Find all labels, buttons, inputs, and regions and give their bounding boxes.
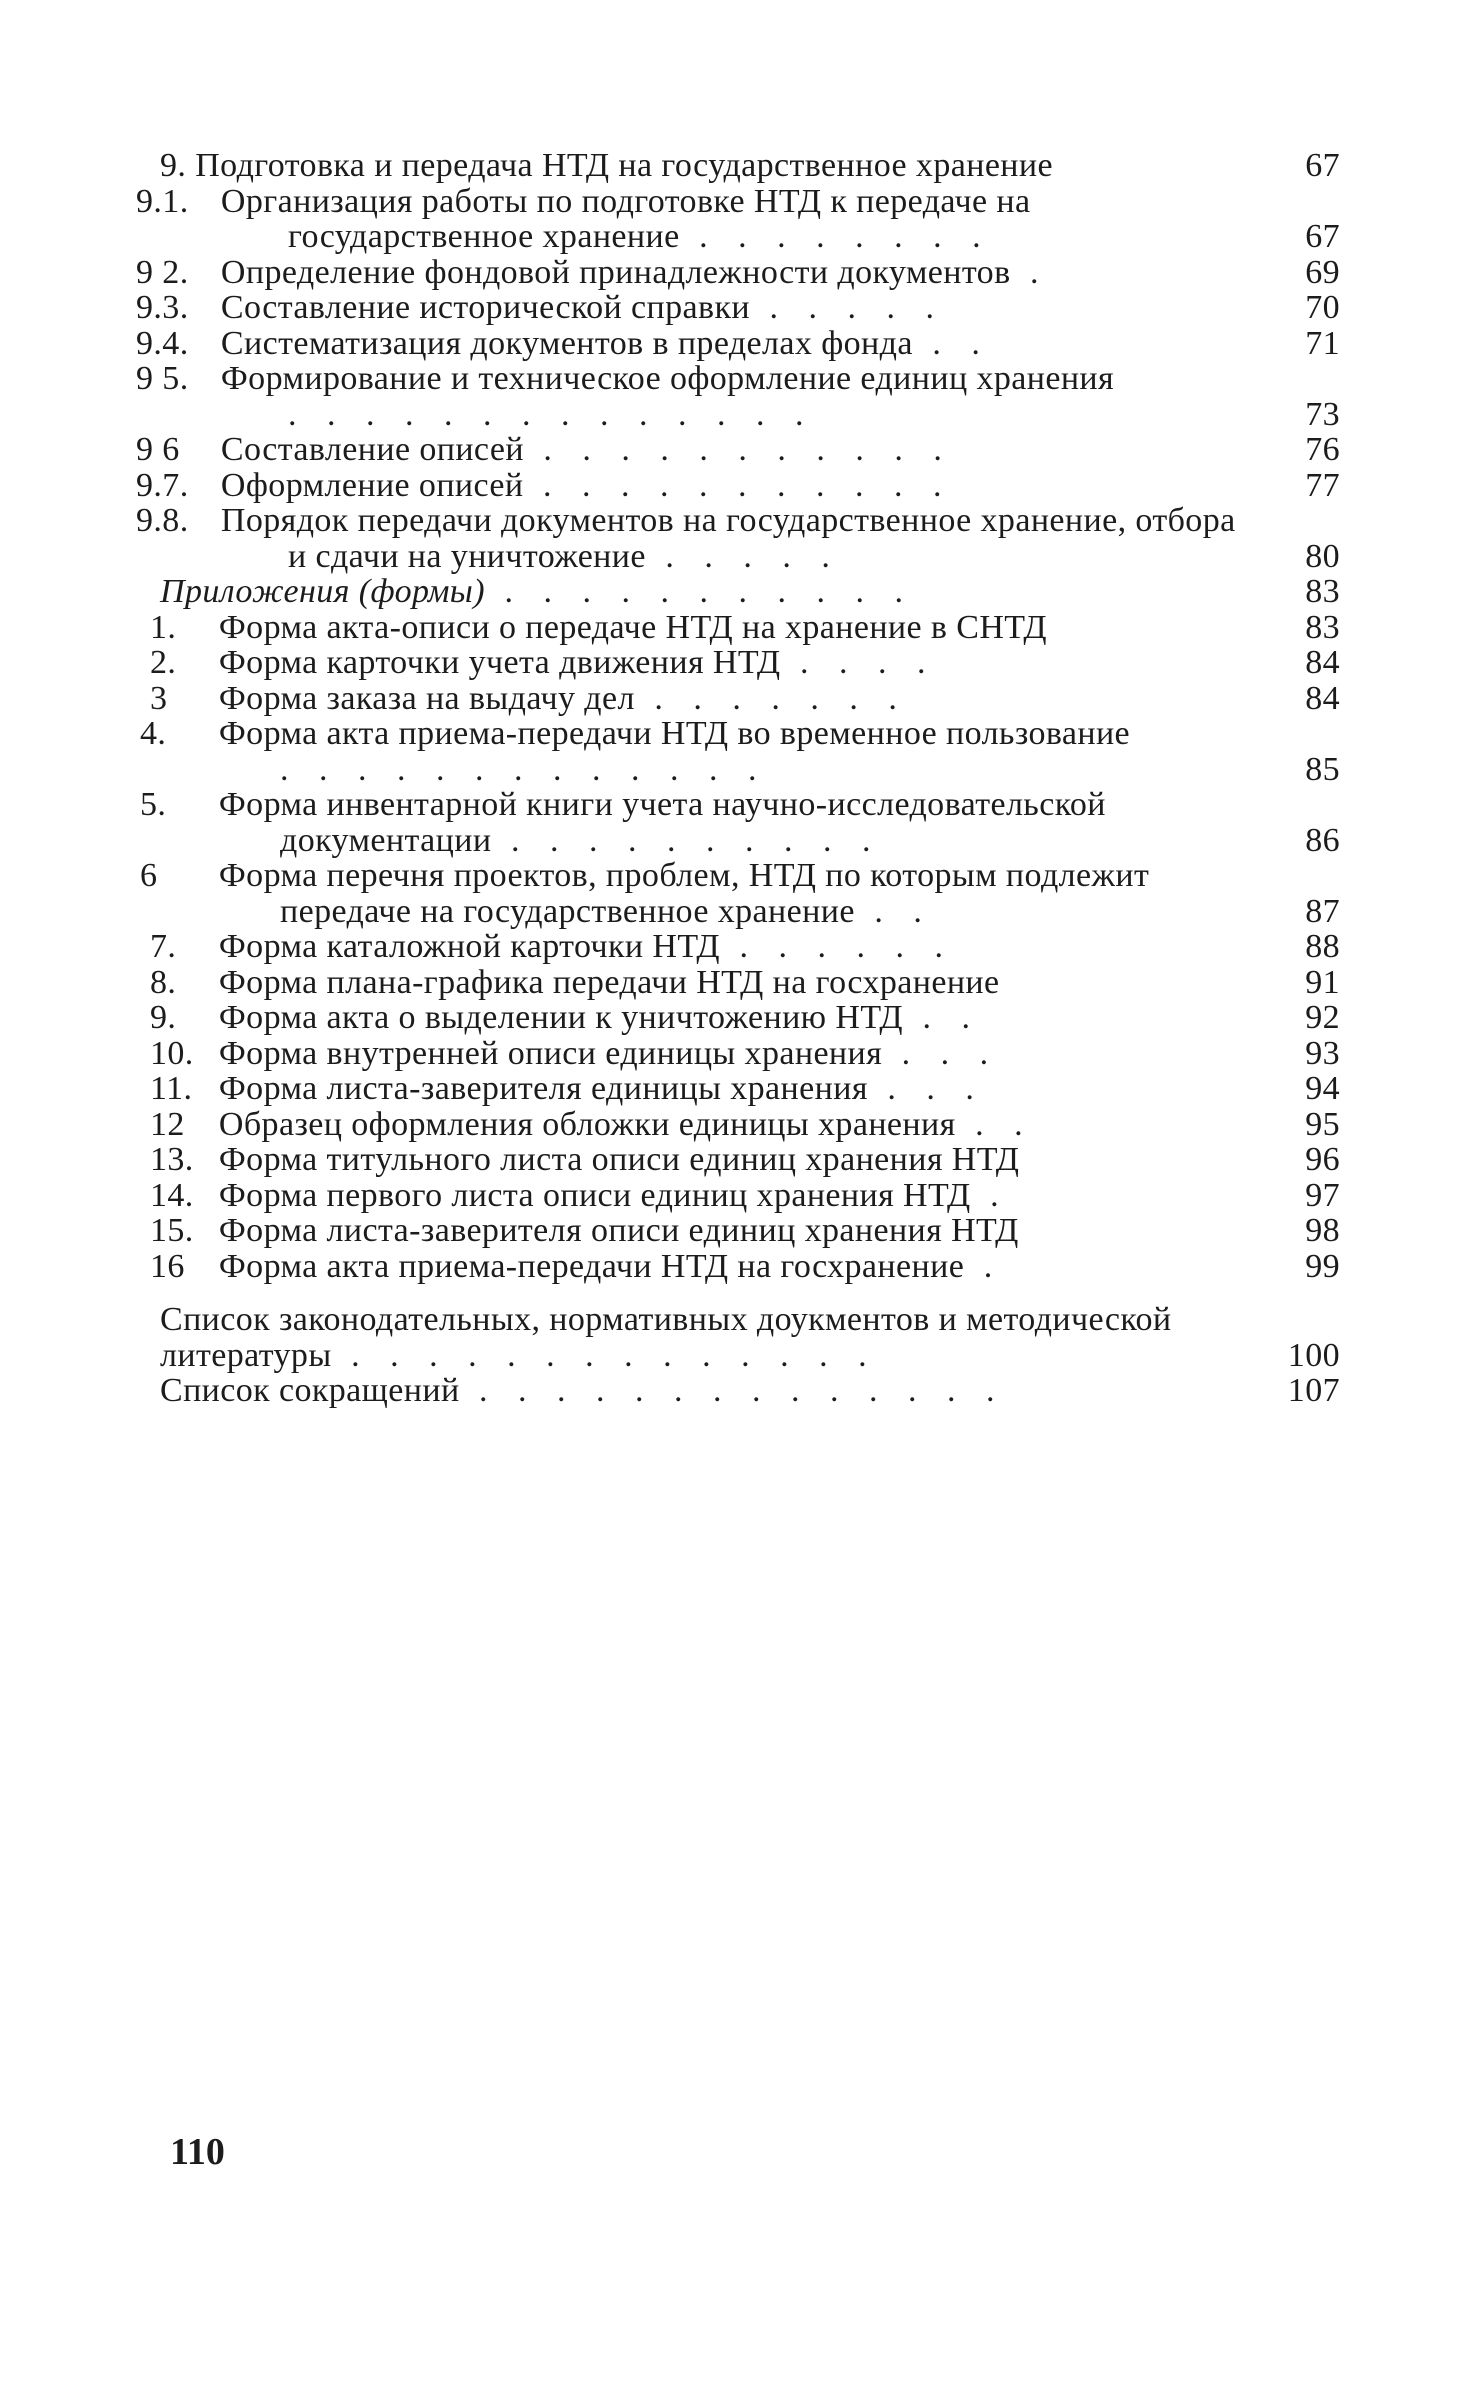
toc-entry-title: 16 Форма акта приема-передачи НТД на госхранение . bbox=[150, 1247, 1004, 1285]
toc-entry-title: 9 5. Формирование и техническое оформление единиц хранения . . . . . . . . . . . . . . bbox=[136, 360, 1115, 433]
toc-entry-leader: . . . . . . . . bbox=[679, 218, 992, 255]
toc-entry-page: 97 bbox=[1305, 1176, 1340, 1214]
toc-entry-number: 9. bbox=[160, 147, 187, 184]
toc-entry bbox=[136, 466, 1340, 504]
toc-entry-page: 92 bbox=[1305, 999, 1340, 1036]
toc-entry-leader: . . . . . . . . . . . . . bbox=[280, 750, 768, 788]
toc-entry-title: 9 2. Определение фондовой принадлежности документов . bbox=[136, 253, 1050, 291]
toc-entry-title: 10. Форма внутренней описи единицы хранения . . . bbox=[150, 1034, 1000, 1072]
toc-entry-leader: . bbox=[1010, 253, 1050, 291]
toc-entry-title: 8. Форма плана-графика передачи НТД на госхранение bbox=[150, 963, 1000, 1001]
toc-entry-leader: . . . . . . . . . . . bbox=[484, 573, 914, 610]
toc-entry-leader: . . . . . . . . . . . . . . bbox=[288, 395, 815, 433]
toc-entry-title: 9 6 Составление описей . . . . . . . . . . . bbox=[136, 431, 953, 468]
toc-entry-leader: . . bbox=[955, 1105, 1034, 1143]
toc-entry-leader: . . bbox=[854, 892, 933, 930]
toc-entry bbox=[150, 1141, 1340, 1178]
toc-entry-text: Подготовка и передача НТД на государственное хранение bbox=[195, 147, 1053, 184]
toc-entry-leader: . . . . . bbox=[749, 289, 945, 326]
toc-entry-text: Форма акта приема-передачи НТД во временное пользование bbox=[218, 715, 1131, 752]
toc-entry-title: 9.7. Оформление описей . . . . . . . . . . . bbox=[136, 466, 953, 504]
toc-entry-text: Образец оформления обложки единицы хранения bbox=[218, 1105, 956, 1143]
toc-entry bbox=[150, 644, 1340, 681]
toc-entry-text: Форма заказа на выдачу дел bbox=[218, 679, 635, 717]
toc-entry bbox=[140, 786, 1340, 859]
toc-entry-leader: . . bbox=[902, 999, 981, 1036]
toc-entry-title: 3 Форма заказа на выдачу дел . . . . . . . bbox=[150, 679, 908, 717]
toc-entry bbox=[150, 1176, 1340, 1214]
toc-entry-leader: . . . . . . . . . . . bbox=[523, 431, 953, 468]
toc-entry bbox=[136, 502, 1340, 575]
toc-entry-text: Форма карточки учета движения НТД bbox=[218, 644, 781, 681]
toc-entry-leader: . . . . bbox=[780, 644, 937, 681]
toc-entry-page: 87 bbox=[1305, 892, 1340, 930]
toc-entry-text: Определение фондовой принадлежности документов bbox=[220, 253, 1011, 291]
toc-entry-page: 95 bbox=[1305, 1105, 1340, 1143]
toc-entry-page: 69 bbox=[1305, 253, 1340, 291]
toc-entry-leader: . . . . . . . . . . . bbox=[523, 466, 953, 504]
toc-entry bbox=[136, 431, 1340, 468]
toc-entry bbox=[136, 324, 1340, 362]
toc-entry-title: 9.3. Составление исторической справки . . . . . bbox=[136, 289, 945, 326]
toc-entry-text: Форма инвентарной книги учета научно-исследовательской документации bbox=[218, 786, 1106, 859]
toc-entry-title: 15. Форма листа-заверителя описи единиц хранения НТД bbox=[150, 1212, 1019, 1249]
toc-entry-page: 80 bbox=[1305, 537, 1340, 575]
toc-entry-text: Оформление описей bbox=[220, 466, 524, 504]
toc-entry-leader: . . . . . . bbox=[719, 928, 954, 965]
toc-tail-list bbox=[160, 1302, 1340, 1409]
toc-entry-leader: . . . . . . . . . . . . . . bbox=[331, 1336, 878, 1374]
toc-entry bbox=[150, 1105, 1340, 1143]
toc-entry-text: Форма листа-заверителя описи единиц хранения НТД bbox=[218, 1212, 1019, 1249]
toc-entry-leader: . . bbox=[912, 324, 991, 362]
toc-entry-leader: . bbox=[970, 1176, 1010, 1214]
toc-entry bbox=[150, 1212, 1340, 1249]
toc-entry-title: 2. Форма карточки учета движения НТД . . . . bbox=[150, 644, 937, 681]
toc-entry-title: 11. Форма листа-заверителя единицы хранения . . . bbox=[150, 1070, 985, 1107]
toc-entry-text: Формирование и техническое оформление единиц хранения bbox=[220, 360, 1115, 397]
toc-entry-text: Форма листа-заверителя единицы хранения bbox=[218, 1070, 868, 1107]
toc-entry-text: Систематизация документов в пределах фонда bbox=[220, 324, 913, 362]
toc-entry bbox=[150, 1247, 1340, 1285]
toc-entry bbox=[160, 1373, 1340, 1409]
toc-entry bbox=[160, 574, 1340, 610]
page-number: 110 bbox=[170, 2131, 225, 2173]
toc-entry-text: Форма первого листа описи единиц хранения НТД bbox=[218, 1176, 971, 1214]
toc-entry-leader: . . . . . . . . . . bbox=[491, 821, 882, 859]
toc-entry-text: Порядок передачи документов на государственное хранение, отбора и сдачи на уничтожение bbox=[220, 502, 1236, 575]
toc-entry-page: 100 bbox=[1287, 1336, 1340, 1374]
toc-entry bbox=[140, 857, 1340, 930]
section-gap bbox=[160, 1284, 1340, 1302]
toc-entry bbox=[150, 963, 1340, 1001]
toc-entry-page: 77 bbox=[1305, 466, 1340, 504]
toc-entry-title bbox=[160, 574, 1244, 610]
toc-entry-title: 9.4. Систематизация документов в пределах фонда . . bbox=[136, 324, 991, 362]
toc-entry-page: 94 bbox=[1305, 1070, 1340, 1107]
toc-entry bbox=[160, 148, 1340, 184]
toc-entry-page: 84 bbox=[1305, 679, 1340, 717]
toc-entry-title: 6 Форма перечня проектов, проблем, НТД по которым подлежит передаче на государственное хранение . . bbox=[140, 857, 1150, 930]
toc-entry-text: Составление описей bbox=[220, 431, 524, 468]
toc-entry-leader: . . . bbox=[882, 1034, 1000, 1072]
toc-entry-text: Форма титульного листа описи единиц хранения НТД bbox=[218, 1141, 1020, 1178]
toc-entry-page: 83 bbox=[1305, 608, 1340, 646]
toc-entry-page: 73 bbox=[1305, 395, 1340, 433]
toc-entry bbox=[150, 679, 1340, 717]
toc-entry-text: Форма перечня проектов, проблем, НТД по которым подлежит передаче на государственное хранение bbox=[218, 857, 1150, 930]
toc-entry-text: Форма акта приема-передачи НТД на госхранение bbox=[218, 1247, 965, 1285]
toc-entry bbox=[136, 253, 1340, 291]
toc-entry-title bbox=[160, 148, 1244, 184]
toc-main-list bbox=[136, 147, 1340, 1285]
toc-entry-page: 107 bbox=[1287, 1372, 1340, 1409]
toc-entry-page: 85 bbox=[1305, 750, 1340, 788]
toc-entry bbox=[150, 608, 1340, 646]
toc-entry-page: 84 bbox=[1305, 644, 1340, 681]
toc-entry-title: 1. Форма акта-описи о передаче НТД на хранение в СНТД bbox=[150, 608, 1047, 646]
toc-entry-page: 76 bbox=[1305, 431, 1340, 468]
toc-entry-leader: . . . . . . . bbox=[634, 679, 908, 717]
toc-entry-text: Форма акта-описи о передаче НТД на хранение в СНТД bbox=[218, 608, 1047, 646]
toc-entry-title: 9. Форма акта о выделении к уничтожению НТД . . bbox=[150, 999, 981, 1036]
toc-entry-page: 67 bbox=[1305, 147, 1340, 184]
toc-entry-page: 96 bbox=[1305, 1141, 1340, 1178]
toc-entry-page: 70 bbox=[1305, 289, 1340, 326]
toc-entry-title: 9.8. Порядок передачи документов на государственное хранение, отбора и сдачи на уничтожение . . . . . bbox=[136, 502, 1236, 575]
toc-entry-page: 93 bbox=[1305, 1034, 1340, 1072]
toc-entry-title: 9.1. Организация работы по подготовке НТД к передаче на государственное хранение . . . . . . . . bbox=[136, 182, 1031, 255]
toc-entry-page: 88 bbox=[1305, 928, 1340, 965]
toc-entry-text: Форма внутренней описи единицы хранения bbox=[218, 1034, 883, 1072]
toc-entry-leader: . . . bbox=[867, 1070, 985, 1107]
toc-entry bbox=[150, 999, 1340, 1036]
toc-entry-page: 71 bbox=[1305, 324, 1340, 362]
toc-entry bbox=[160, 1302, 1340, 1373]
toc-entry bbox=[150, 928, 1340, 965]
toc-entry bbox=[136, 289, 1340, 326]
toc-entry-page: 86 bbox=[1305, 821, 1340, 859]
toc-entry-page: 99 bbox=[1305, 1247, 1340, 1285]
toc-entry-text: Форма каталожной карточки НТД bbox=[218, 928, 720, 965]
toc-entry bbox=[136, 360, 1340, 433]
toc-entry-text: Список законодательных, нормативных доукментов и методической литературы bbox=[160, 1301, 1172, 1374]
toc-entry-title: 7. Форма каталожной карточки НТД . . . . . . bbox=[150, 928, 954, 965]
toc-entry-title: 12 Образец оформления обложки единицы хранения . . bbox=[150, 1105, 1034, 1143]
toc-entry bbox=[150, 1070, 1340, 1107]
toc-entry-text: Список сокращений bbox=[160, 1372, 460, 1409]
toc-entry-leader: . bbox=[964, 1247, 1004, 1285]
toc-entry-title: 14. Форма первого листа описи единиц хранения НТД . bbox=[150, 1176, 1010, 1214]
toc-entry-page: 67 bbox=[1305, 218, 1340, 255]
toc-entry-leader: . . . . . bbox=[645, 537, 841, 575]
toc-entry-title: 13. Форма титульного листа описи единиц хранения НТД bbox=[150, 1141, 1020, 1178]
toc-entry bbox=[136, 182, 1340, 255]
toc-entry-leader: . . . . . . . . . . . . . . bbox=[459, 1372, 1006, 1409]
toc-entry-page: 83 bbox=[1305, 573, 1340, 610]
toc-entry-title bbox=[160, 1373, 1244, 1409]
table-of-contents bbox=[136, 147, 1340, 1409]
toc-entry-text: Составление исторической справки bbox=[220, 289, 750, 326]
toc-entry-text: Форма плана-графика передачи НТД на госхранение bbox=[218, 963, 1000, 1001]
toc-entry-title: 4. Форма акта приема-передачи НТД во временное пользование . . . . . . . . . . . . . bbox=[140, 715, 1131, 788]
toc-entry-text: Организация работы по подготовке НТД к передаче на государственное хранение bbox=[220, 182, 1031, 255]
toc-entry-page: 91 bbox=[1305, 963, 1340, 1001]
toc-entry-text: Форма акта о выделении к уничтожению НТД bbox=[218, 999, 903, 1036]
toc-entry bbox=[140, 715, 1340, 788]
toc-entry-page: 98 bbox=[1305, 1212, 1340, 1249]
toc-entry-title: 5. Форма инвентарной книги учета научно-исследовательской документации . . . . . . . . . . bbox=[140, 786, 1106, 859]
toc-entry-title bbox=[160, 1302, 1244, 1373]
toc-entry-text: Приложения (формы) bbox=[160, 573, 485, 610]
toc-entry bbox=[150, 1034, 1340, 1072]
